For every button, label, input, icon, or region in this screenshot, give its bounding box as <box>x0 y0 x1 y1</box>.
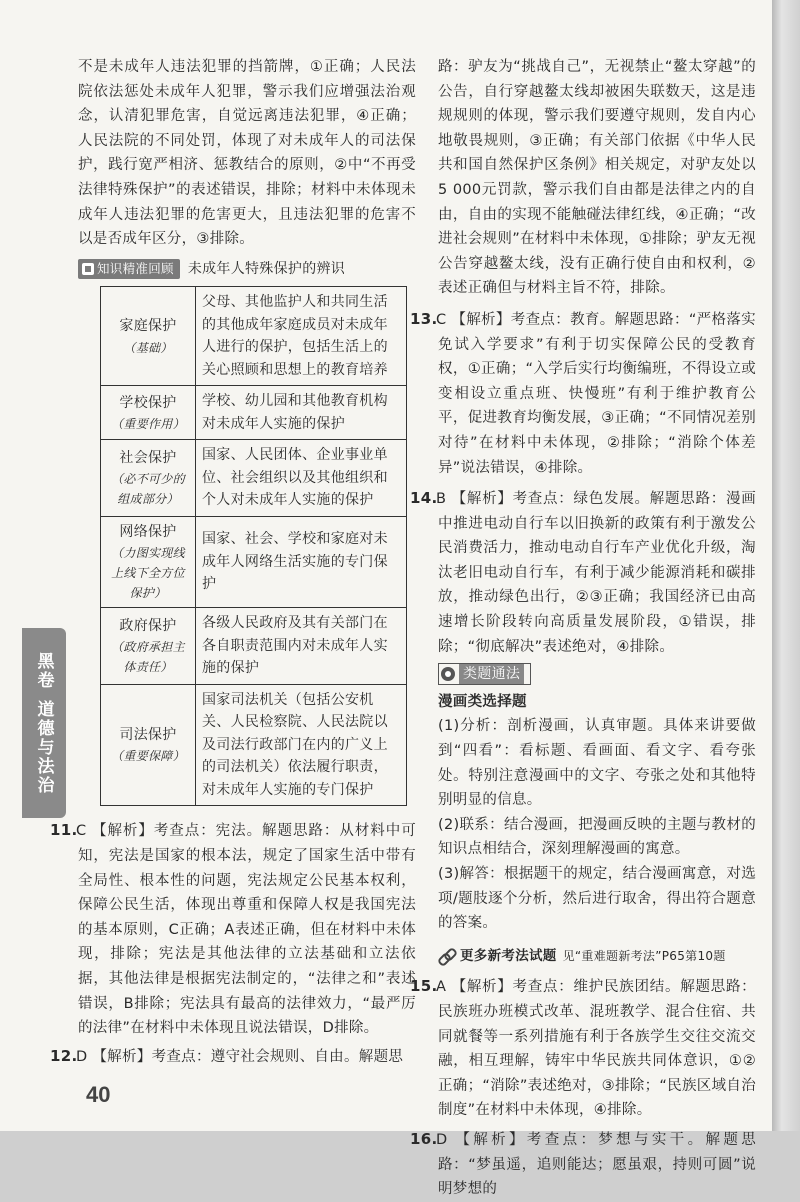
protection-type <box>101 440 196 517</box>
protection-note: （重要作用） <box>111 417 185 432</box>
protection-type <box>101 608 196 685</box>
protection-row <box>101 287 407 386</box>
protection-desc: 国家司法机关（包括公安机关、人民检察院、人民法院以及司法行政部门在内的广义上的司法机关）依法履行职责，对未成年人实施的专门保护 <box>196 684 407 806</box>
protection-note: （政府承担主体责任） <box>111 640 185 675</box>
q12-continued: 路：驴友为“挑战自己”，无视禁止“鳌太穿越”的公告，自行穿越鳌太线却被困失联数天，这是违规规则的体现，警示我们要遵守规则，发自内心地敬畏规则，③正确；有关部门依据《中华人民共和国自然保护区条例》相关规定，对驴友处以5 000元罚款，警示我们自由都是法律之内的自由，自由的实现不能触碰法律红线，④正确；“改进社会规则”在材料中未体现，①排除；驴友无视公告穿越鳌太线，没有正确行使自由和权利，②表述正确但与材料主旨不符，排除。 <box>438 59 756 297</box>
q13-number: 13. <box>410 309 438 328</box>
protection-note: （必不可少的组成部分） <box>111 472 185 507</box>
book-icon <box>82 263 94 275</box>
page-number: 40 <box>86 1082 111 1107</box>
protection-type <box>101 684 196 806</box>
answer-14 <box>410 486 756 659</box>
side-subject: 道德与法治 <box>33 699 54 795</box>
protection-name: 社会保护 <box>119 449 177 466</box>
protection-row <box>101 386 407 440</box>
answer-15 <box>410 974 756 1123</box>
q16-number: 16. <box>410 1129 438 1148</box>
protection-name: 学校保护 <box>119 394 177 411</box>
q14-text: B 【解析】考查点：绿色发展。解题思路：漫画中推进电动自行车以旧换新的政策有利于激发公民消费活力，推动电动自行车产业优化升级，淘汰老旧电动自行车，有利于减少能源消耗和碳排放，推动绿色出行，②③正确；我国经济已由高速增长阶段转向高质量发展阶段，①错误，排除；“彻底解决”表述绝对，④排除。 <box>436 491 756 655</box>
q12-number: 12. <box>50 1046 78 1065</box>
protection-name: 政府保护 <box>119 617 177 634</box>
protection-desc: 学校、幼儿园和其他教育机构对未成年人实施的保护 <box>196 386 407 440</box>
knowledge-title: 未成年人特殊保护的辨识 <box>187 260 346 277</box>
key-icon <box>441 667 455 681</box>
protection-type <box>101 516 196 608</box>
q14-number: 14. <box>410 489 438 508</box>
protection-row <box>101 684 407 806</box>
answer-13 <box>410 307 756 480</box>
protection-row <box>101 608 407 685</box>
protection-desc: 父母、其他监护人和共同生活的其他成年家庭成员对未成年人进行的保护，包括生活上的关心照顾和思想上的教育培养 <box>196 287 407 386</box>
protection-row <box>101 440 407 517</box>
right-column <box>410 55 756 1202</box>
q15-text: A 【解析】考查点：维护民族团结。解题思路：民族班办班模式改革、混班教学、混合住宿、共同就餐等一系列措施有利于各族学生交往交流交融，相互理解，铸牢中华民族共同体意识，①②正确；“消除”表述绝对，③排除；“民族区域自治制度”在材料中未体现，④排除。 <box>436 979 756 1119</box>
method-step-2: (2)联系：结合漫画，把漫画反映的主题与教材的知识点相结合，深刻理解漫画的寓意。 <box>438 816 756 858</box>
q12-text: D 【解析】考查点：遵守社会规则、自由。解题思 <box>76 1048 404 1065</box>
method-title: 漫画类选择题 <box>438 693 527 710</box>
protection-type <box>101 287 196 386</box>
q11-text: C 【解析】考查点：宪法。解题思路：从材料中可知，宪法是国家的根本法，规定了国家生活中带有全局性、根本性的问题，宪法规定公民基本权利，保障公民生活，体现出尊重和保障人权是我国宪法的基本原则，C正确；A表述正确，但在材料中未体现，排除；宪法是其他法律的立法基础和立法依据，其他法律是根据宪法制定的，“法律之和”表述错误，B排除；宪法具有最高的法律效力，“最严厉的法律”在材料中未体现且说法错误，D排除。 <box>76 823 416 1037</box>
q16-text: D 【解析】考查点：梦想与实干。解题思路：“梦虽遥，追则能达；愿虽艰，持则可圆”说明梦想的 <box>436 1131 756 1198</box>
protection-desc: 国家、社会、学校和家庭对未成年人网络生活实施的专门保护 <box>196 516 407 608</box>
left-column <box>50 55 416 1069</box>
protection-note: （重要保障） <box>111 749 185 764</box>
method-step-1: (1)分析：剖析漫画，认真审题。具体来讲要做到“四看”：看标题、看画面、看文字、看夸张处。特别注意漫画中的文字、夸张之处和其他特别明显的信息。 <box>438 718 756 809</box>
answer-12 <box>50 1044 416 1070</box>
side-brand: 黑卷 <box>33 651 54 690</box>
protection-desc: 国家、人民团体、企业事业单位、社会组织以及其他组织和个人对未成年人实施的保护 <box>196 440 407 517</box>
more-note: 见“重难题新考法”P65第10题 <box>562 948 726 963</box>
side-tab <box>22 628 66 818</box>
protection-table <box>100 286 407 806</box>
protection-name: 司法保护 <box>119 726 177 743</box>
protection-note: （基础） <box>123 340 173 355</box>
protection-name: 家庭保护 <box>119 318 177 335</box>
protection-row <box>101 516 407 608</box>
knowledge-review-head <box>78 257 416 282</box>
page-edge <box>772 0 800 1131</box>
method-tag: 类题通法 <box>438 663 531 685</box>
more-questions-link[interactable]: 更多新考法试题 见“重难题新考法”P65第10题 <box>438 944 756 969</box>
q11-number: 11. <box>50 821 78 840</box>
q15-number: 15. <box>410 977 438 996</box>
protection-desc: 各级人民政府及其有关部门在各自职责范围内对未成年人实施的保护 <box>196 608 407 685</box>
protection-type <box>101 386 196 440</box>
protection-name: 网络保护 <box>119 523 177 540</box>
link-icon <box>438 948 454 964</box>
q10-continued: 不是未成年人违法犯罪的挡箭牌，①正确；人民法院依法惩处未成年人犯罪，警示我们应增强法治观念，认清犯罪危害，自觉远离违法犯罪，④正确；人民法院的不同处罚，体现了对未成年人的司法保护，践行宽严相济、惩教结合的原则，②中“不再受法律特殊保护”的表述错误，排除；材料中未体现未成年人违法犯罪的危害更大，且违法犯罪的危害不以是否成年区分，③排除。 <box>78 59 416 248</box>
method-step-3: (3)解答：根据题干的规定，结合漫画寓意，对选项/题肢逐个分析，然后进行取舍，得出符合题意的答案。 <box>438 866 756 932</box>
q13-text: C 【解析】考查点：教育。解题思路：“严格落实免试入学要求”有利于切实保障公民的受教育权，①正确；“入学后实行均衡编班，不得设立或变相设立重点班、快慢班”有利于维护教育公平，促进教育均衡发展，③正确；“不同情况差别对待”在材料中未体现，②排除；“消除个体差异”说法错误，④排除。 <box>436 311 756 476</box>
answer-11 <box>50 818 416 1040</box>
answer-16 <box>410 1127 756 1202</box>
protection-note: （力图实现线上线下全方位保护） <box>111 546 185 601</box>
knowledge-tag: 知识精准回顾 <box>78 259 180 279</box>
